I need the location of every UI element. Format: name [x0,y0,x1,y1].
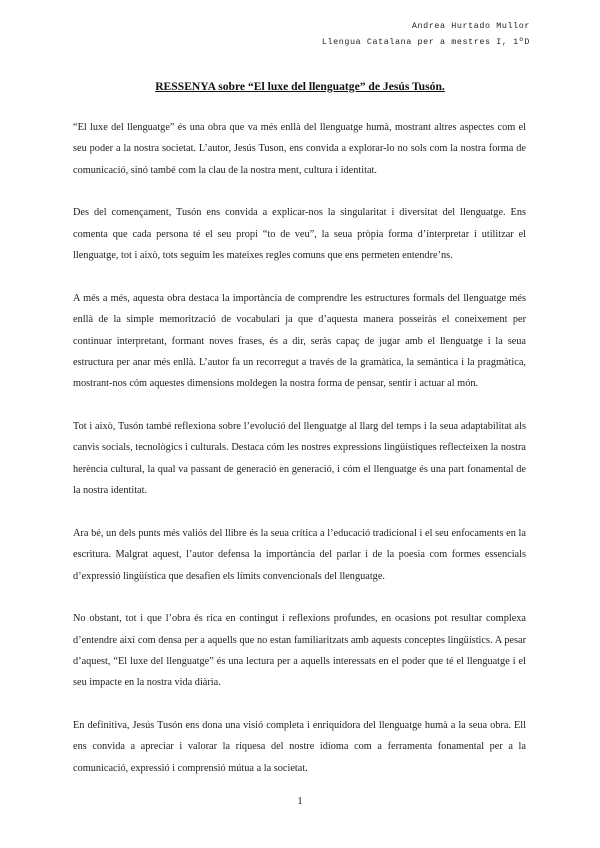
paragraph-3: A més a més, aquesta obra destaca la importància de comprendre les estructures formals del llenguatge més enllà de la simple memorització de vocabulari ja que d’aquesta manera posseiràs el coneixement per continuar interpretant, formant noves frases, és a dir, seràs capaç de jugar amb el llenguatge i la seua estructura per anar més enllà. L’autor fa un recorregut a través de la gramàtica, la semàntica i la pragmàtica, mostrant-nos cóm aquestes dimensions moldegen la nostra forma de pensar, sentir i actuar al món. [73,292,526,390]
paragraph-4: Tot i això, Tusón també reflexiona sobre l’evolució del llenguatge al llarg del temps i la seua adaptabilitat als canvis socials, tecnològics i culturals. Destaca cóm les nostres expressions lingüístiques reflecteixen la nostra herència cultural, la qual va passant de generació en generació, i cóm el llenguatge és una part fonamental de la nostra identitat. [73,421,526,497]
document-body [73,117,526,800]
header-course: Llengua Catalana per a mestres I, 1ºD [321,37,530,47]
header-author: Andrea Hurtado Mullor [411,21,530,31]
page-header [322,18,530,50]
paragraph-5: Ara bé, un dels punts més valiós del llibre és la seua crítica a l’educació tradicional i el seu enfocaments en la escritura. Malgrat aquest, l’autor defensa la importància del parlar i de la poesia com formes essencials d’expressió lingüística que desafien els límits convencionals del llenguatge. [73,527,526,582]
page-number: 1 [297,795,303,807]
paragraph-7: En definitiva, Jesús Tusón ens dona una visió completa i enriquidora del llenguatge humà a la seua obra. Ell ens convida a apreciar i valorar la riquesa del nostre idioma com a ferramenta fonamental per a la comunicació, expressió i comprensió mútua a la societat. [73,720,526,774]
paragraph-1: “El luxe del llenguatge” és una obra que va més enllà del llenguatge humà, mostrant altres aspectes com el seu poder a la nostra societat. L’autor, Jesús Tuson, ens convida a explorar-lo no sols com la nostra forma de comunicació, sinó també com la clau de la nostra ment, cultura i identitat. [73,122,526,176]
page-title: RESSENYA sobre “El luxe del llenguatge” de Jesús Tusón. [155,80,445,93]
paragraph-6: No obstant, tot i que l’obra és rica en contingut i reflexions profundes, en ocasions pot resultar complexa d’entendre així com densa per a aquells que no estan familiaritzats amb aquests conceptes lingüístics. A pesar d’aquest, “El luxe del llenguatge” és una lectura per a aquells interessats en el poder que té el llenguatge i el seu impacte en la nostra vida diària. [73,613,526,689]
paragraph-2: Des del començament, Tusón ens convida a explicar-nos la singularitat i diversitat del llenguatge. Ens comenta que cada persona té el seu propi “to de veu”, la seua pròpia forma d’interpretar i utilitzar el llenguatge, tot i això, tots seguim les mateixes regles comuns que ens permeten entendre’ns. [73,207,526,262]
